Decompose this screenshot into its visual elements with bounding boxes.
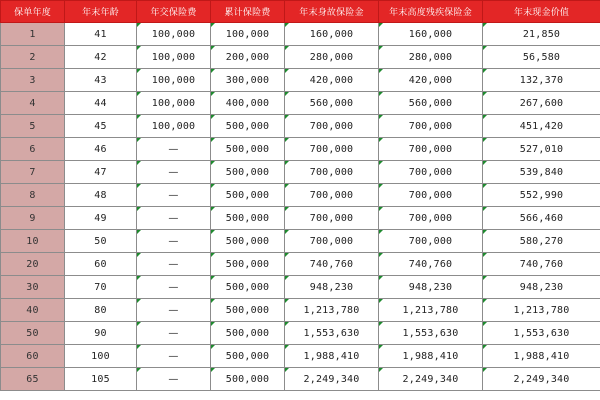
age-cell[interactable]: 48 xyxy=(65,184,137,207)
death-benefit-cell[interactable]: 700,000 xyxy=(285,184,379,207)
death-benefit-cell[interactable]: 1,213,780 xyxy=(285,299,379,322)
cash-value-cell[interactable]: 552,990 xyxy=(483,184,600,207)
cash-value-cell[interactable]: 2,249,340 xyxy=(483,368,600,391)
table-row xyxy=(1,69,600,92)
death-benefit-cell[interactable]: 700,000 xyxy=(285,138,379,161)
annual-premium-cell[interactable]: — xyxy=(137,253,211,276)
death-benefit-cell[interactable]: 420,000 xyxy=(285,69,379,92)
annual-premium-cell[interactable]: 100,000 xyxy=(137,115,211,138)
cumulative-premium-cell[interactable]: 500,000 xyxy=(211,368,285,391)
age-cell[interactable]: 43 xyxy=(65,69,137,92)
cumulative-premium-cell[interactable]: 200,000 xyxy=(211,46,285,69)
cash-value-cell[interactable]: 527,010 xyxy=(483,138,600,161)
policy-year-cell[interactable]: 2 xyxy=(1,46,65,69)
death-benefit-cell[interactable]: 700,000 xyxy=(285,207,379,230)
table-row xyxy=(1,92,600,115)
death-benefit-cell[interactable]: 2,249,340 xyxy=(285,368,379,391)
cumulative-premium-cell[interactable]: 500,000 xyxy=(211,276,285,299)
disability-benefit-cell[interactable]: 1,213,780 xyxy=(379,299,483,322)
death-benefit-cell[interactable]: 740,760 xyxy=(285,253,379,276)
table-row xyxy=(1,138,600,161)
annual-premium-cell[interactable]: 100,000 xyxy=(137,92,211,115)
age-cell[interactable]: 60 xyxy=(65,253,137,276)
cash-value-cell[interactable]: 539,840 xyxy=(483,161,600,184)
death-benefit-cell[interactable]: 280,000 xyxy=(285,46,379,69)
cumulative-premium-cell[interactable]: 100,000 xyxy=(211,23,285,46)
cumulative-premium-cell[interactable]: 500,000 xyxy=(211,184,285,207)
disability-benefit-cell[interactable]: 700,000 xyxy=(379,207,483,230)
header-death-benefit[interactable]: 年末身故保险金 xyxy=(285,1,379,23)
cumulative-premium-cell[interactable]: 500,000 xyxy=(211,322,285,345)
disability-benefit-cell[interactable]: 700,000 xyxy=(379,230,483,253)
cumulative-premium-cell[interactable]: 500,000 xyxy=(211,230,285,253)
age-cell[interactable]: 44 xyxy=(65,92,137,115)
age-cell[interactable]: 46 xyxy=(65,138,137,161)
table-row xyxy=(1,161,600,184)
disability-benefit-cell[interactable]: 420,000 xyxy=(379,69,483,92)
disability-benefit-cell[interactable]: 1,553,630 xyxy=(379,322,483,345)
age-cell[interactable]: 50 xyxy=(65,230,137,253)
cash-value-cell[interactable]: 21,850 xyxy=(483,23,600,46)
age-cell[interactable]: 105 xyxy=(65,368,137,391)
header-policy-year[interactable]: 保单年度 xyxy=(1,1,65,23)
header-disability-benefit[interactable]: 年末高度残疾保险金 xyxy=(379,1,483,23)
annual-premium-cell[interactable]: 100,000 xyxy=(137,69,211,92)
death-benefit-cell[interactable]: 560,000 xyxy=(285,92,379,115)
death-benefit-cell[interactable]: 1,553,630 xyxy=(285,322,379,345)
age-cell[interactable]: 42 xyxy=(65,46,137,69)
disability-benefit-cell[interactable]: 700,000 xyxy=(379,184,483,207)
disability-benefit-cell[interactable]: 160,000 xyxy=(379,23,483,46)
policy-year-cell[interactable]: 50 xyxy=(1,322,65,345)
disability-benefit-cell[interactable]: 700,000 xyxy=(379,115,483,138)
policy-year-cell[interactable]: 5 xyxy=(1,115,65,138)
disability-benefit-cell[interactable]: 1,988,410 xyxy=(379,345,483,368)
policy-year-cell[interactable]: 20 xyxy=(1,253,65,276)
annual-premium-cell[interactable]: — xyxy=(137,276,211,299)
disability-benefit-cell[interactable]: 700,000 xyxy=(379,161,483,184)
disability-benefit-cell[interactable]: 700,000 xyxy=(379,138,483,161)
policy-year-cell[interactable]: 60 xyxy=(1,345,65,368)
annual-premium-cell[interactable]: — xyxy=(137,230,211,253)
policy-year-cell[interactable]: 4 xyxy=(1,92,65,115)
death-benefit-cell[interactable]: 700,000 xyxy=(285,161,379,184)
table-row xyxy=(1,230,600,253)
age-cell[interactable]: 70 xyxy=(65,276,137,299)
disability-benefit-cell[interactable]: 2,249,340 xyxy=(379,368,483,391)
age-cell[interactable]: 80 xyxy=(65,299,137,322)
table-row xyxy=(1,276,600,299)
disability-benefit-cell[interactable]: 280,000 xyxy=(379,46,483,69)
table-row xyxy=(1,368,600,391)
age-cell[interactable]: 41 xyxy=(65,23,137,46)
cash-value-cell[interactable]: 451,420 xyxy=(483,115,600,138)
policy-year-cell[interactable]: 7 xyxy=(1,161,65,184)
annual-premium-cell[interactable]: — xyxy=(137,368,211,391)
cumulative-premium-cell[interactable]: 500,000 xyxy=(211,253,285,276)
cash-value-cell[interactable]: 580,270 xyxy=(483,230,600,253)
cumulative-premium-cell[interactable]: 500,000 xyxy=(211,299,285,322)
age-cell[interactable]: 100 xyxy=(65,345,137,368)
cash-value-cell[interactable]: 267,600 xyxy=(483,92,600,115)
cumulative-premium-cell[interactable]: 500,000 xyxy=(211,207,285,230)
cash-value-cell[interactable]: 56,580 xyxy=(483,46,600,69)
table-row xyxy=(1,345,600,368)
cumulative-premium-cell[interactable]: 500,000 xyxy=(211,345,285,368)
policy-year-cell[interactable]: 65 xyxy=(1,368,65,391)
table-row xyxy=(1,207,600,230)
cumulative-premium-cell[interactable]: 500,000 xyxy=(211,161,285,184)
table-row xyxy=(1,184,600,207)
header-cumulative-premium[interactable]: 累计保险费 xyxy=(211,1,285,23)
annual-premium-cell[interactable]: — xyxy=(137,207,211,230)
age-cell[interactable]: 47 xyxy=(65,161,137,184)
cash-value-cell[interactable]: 1,213,780 xyxy=(483,299,600,322)
cash-value-cell[interactable]: 740,760 xyxy=(483,253,600,276)
disability-benefit-cell[interactable]: 948,230 xyxy=(379,276,483,299)
annual-premium-cell[interactable]: 100,000 xyxy=(137,23,211,46)
age-cell[interactable]: 45 xyxy=(65,115,137,138)
annual-premium-cell[interactable]: — xyxy=(137,184,211,207)
cumulative-premium-cell[interactable]: 500,000 xyxy=(211,138,285,161)
policy-year-cell[interactable]: 1 xyxy=(1,23,65,46)
death-benefit-cell[interactable]: 700,000 xyxy=(285,115,379,138)
header-annual-premium[interactable]: 年交保险费 xyxy=(137,1,211,23)
annual-premium-cell[interactable]: — xyxy=(137,161,211,184)
age-cell[interactable]: 90 xyxy=(65,322,137,345)
cumulative-premium-cell[interactable]: 300,000 xyxy=(211,69,285,92)
policy-year-cell[interactable]: 10 xyxy=(1,230,65,253)
death-benefit-cell[interactable]: 160,000 xyxy=(285,23,379,46)
death-benefit-cell[interactable]: 1,988,410 xyxy=(285,345,379,368)
table-row xyxy=(1,46,600,69)
annual-premium-cell[interactable]: — xyxy=(137,322,211,345)
cash-value-cell[interactable]: 132,370 xyxy=(483,69,600,92)
death-benefit-cell[interactable]: 948,230 xyxy=(285,276,379,299)
annual-premium-cell[interactable]: 100,000 xyxy=(137,46,211,69)
table-row xyxy=(1,23,600,46)
table-row xyxy=(1,253,600,276)
annual-premium-cell[interactable]: — xyxy=(137,138,211,161)
disability-benefit-cell[interactable]: 740,760 xyxy=(379,253,483,276)
annual-premium-cell[interactable]: — xyxy=(137,345,211,368)
header-row xyxy=(1,1,600,23)
death-benefit-cell[interactable]: 700,000 xyxy=(285,230,379,253)
policy-year-cell[interactable]: 6 xyxy=(1,138,65,161)
cash-value-cell[interactable]: 1,988,410 xyxy=(483,345,600,368)
cumulative-premium-cell[interactable]: 500,000 xyxy=(211,115,285,138)
policy-year-cell[interactable]: 30 xyxy=(1,276,65,299)
table-row xyxy=(1,115,600,138)
disability-benefit-cell[interactable]: 560,000 xyxy=(379,92,483,115)
cash-value-cell[interactable]: 1,553,630 xyxy=(483,322,600,345)
annual-premium-cell[interactable]: — xyxy=(137,299,211,322)
header-age-end-of-year[interactable]: 年末年龄 xyxy=(65,1,137,23)
policy-year-cell[interactable]: 9 xyxy=(1,207,65,230)
cumulative-premium-cell[interactable]: 400,000 xyxy=(211,92,285,115)
age-cell[interactable]: 49 xyxy=(65,207,137,230)
table-body xyxy=(1,23,600,391)
header-cash-value[interactable]: 年末现金价值 xyxy=(483,1,600,23)
policy-year-cell[interactable]: 3 xyxy=(1,69,65,92)
table-row xyxy=(1,322,600,345)
table-row xyxy=(1,299,600,322)
cash-value-cell[interactable]: 948,230 xyxy=(483,276,600,299)
policy-year-cell[interactable]: 8 xyxy=(1,184,65,207)
policy-year-cell[interactable]: 40 xyxy=(1,299,65,322)
cash-value-cell[interactable]: 566,460 xyxy=(483,207,600,230)
